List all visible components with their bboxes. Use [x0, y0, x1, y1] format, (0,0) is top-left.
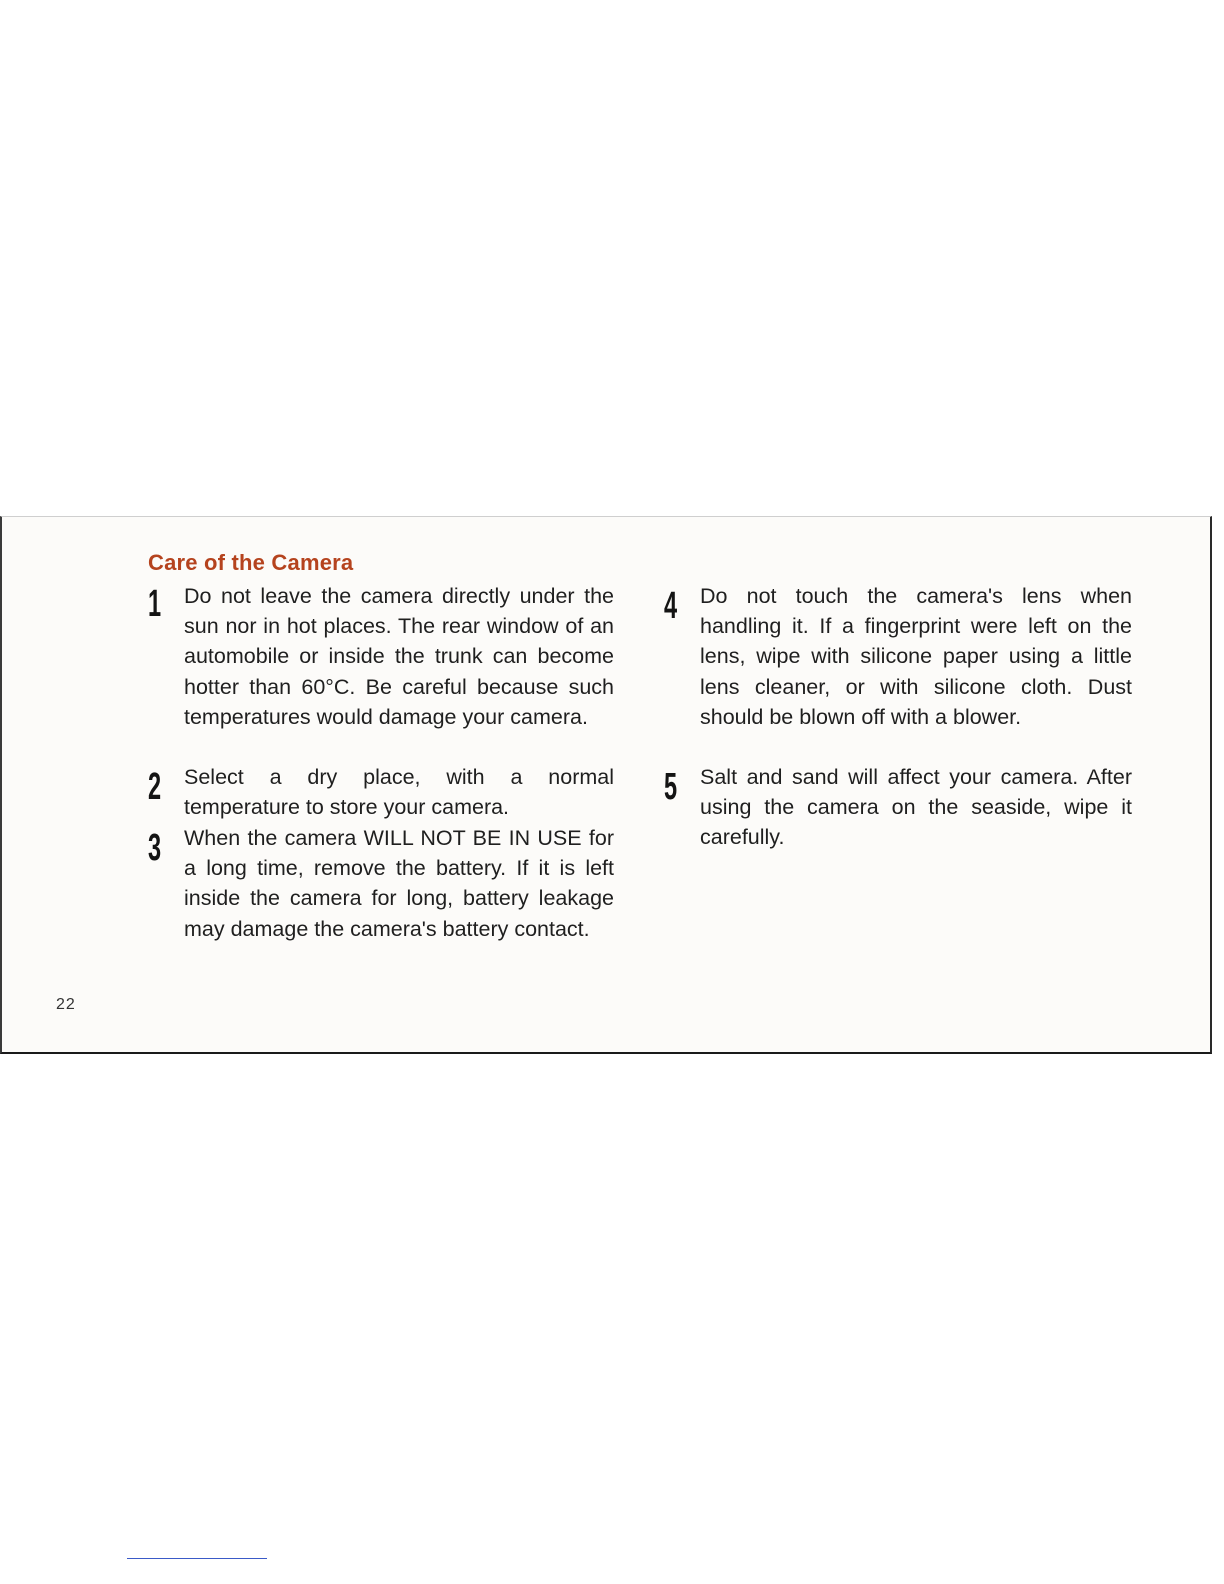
- section-title: Care of the Camera: [148, 550, 354, 575]
- item-number: 1: [148, 583, 162, 625]
- page-number: 22: [56, 996, 76, 1013]
- item-number: 4: [664, 585, 678, 627]
- item-text: Do not leave the camera directly under the sun nor in hot places. The rear window of an automobile or inside the trunk can become hotter than 60°C. Be careful because such temperatures would damage your camera.: [184, 584, 614, 729]
- item-number: 5: [664, 766, 678, 808]
- item-text: Do not touch the camera's lens when handling it. If a fingerprint were left on the lens, wipe with silicone paper using a little lens cleaner, or with silicone cloth. Dust should be blown off with a blower.: [700, 584, 1132, 729]
- item-text: Salt and sand will affect your camera. After using the camera on the seaside, wipe it carefully.: [700, 765, 1132, 850]
- footer-rule: [127, 1558, 267, 1559]
- item-number: 3: [148, 827, 162, 869]
- item-number: 2: [148, 766, 162, 808]
- item-text: When the camera WILL NOT BE IN USE for a long time, remove the battery. If it is left inside the camera for long, battery leakage may damage the camera's battery contact.: [184, 826, 614, 941]
- item-text: Select a dry place, with a normal temperature to store your camera.: [184, 765, 614, 820]
